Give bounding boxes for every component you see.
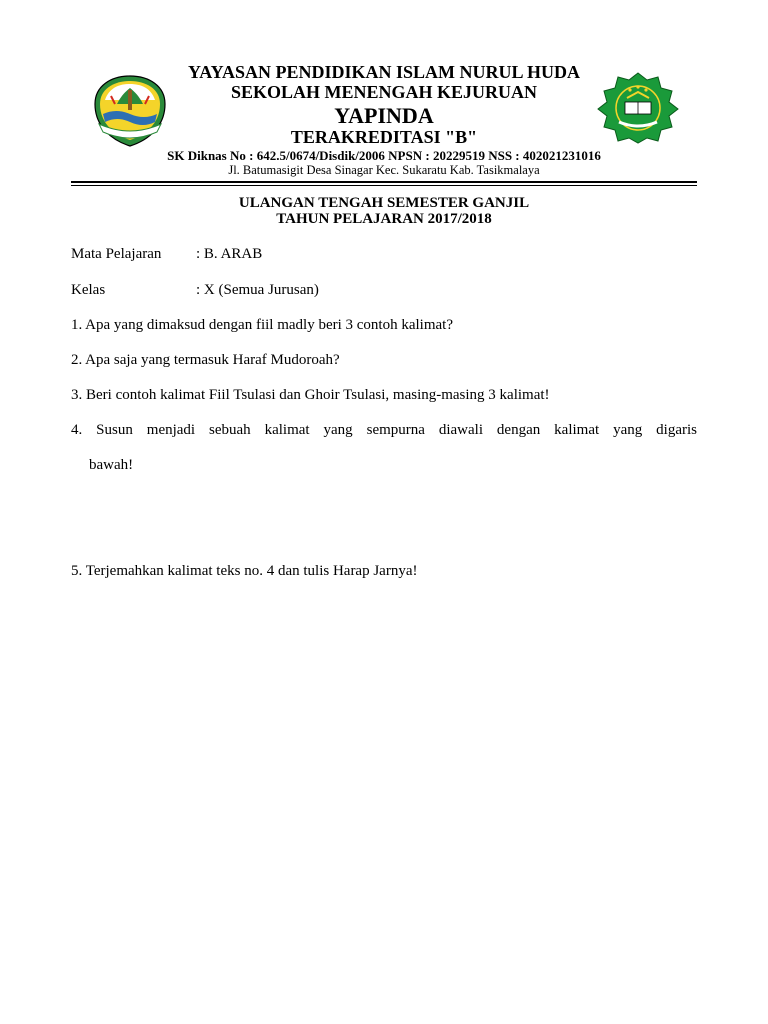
subject-row (71, 246, 262, 263)
registration-numbers: SK Diknas No : 642.5/0674/Disdik/2006 NPSN : 20229519 NSS : 402021231016 (167, 148, 601, 163)
class-label: Kelas (71, 282, 106, 298)
letterhead (0, 0, 768, 190)
academic-year: TAHUN PELAJARAN 2017/2018 (276, 211, 492, 227)
question-4-continuation: bawah! (89, 457, 134, 473)
class-value: : X (Semua Jurusan) (196, 282, 319, 298)
header-divider-thin (71, 185, 697, 186)
class-row (71, 282, 319, 299)
header-divider-thick (71, 181, 697, 183)
subject-label: Mata Pelajaran (71, 246, 162, 262)
school-address: Jl. Batumasigit Desa Sinagar Kec. Sukaratu Kab. Tasikmalaya (228, 163, 540, 177)
exam-title: ULANGAN TENGAH SEMESTER GANJIL (238, 195, 530, 211)
foundation-name: YAYASAN PENDIDIKAN ISLAM NURUL HUDA (187, 62, 581, 82)
accreditation: TERAKREDITASI "B" (290, 127, 478, 147)
question-1: 1. Apa yang dimaksud dengan fiil madly beri 3 contoh kalimat? (71, 317, 453, 333)
school-type: SEKOLAH MENENGAH KEJURUAN (230, 82, 538, 102)
question-5: 5. Terjemahkan kalimat teks no. 4 dan tulis Harap Jarnya! (71, 563, 418, 579)
subject-value: : B. ARAB (196, 246, 263, 262)
school-name: YAPINDA (334, 103, 434, 128)
question-4: 4. Susun menjadi sebuah kalimat yang sempurna diawali dengan kalimat yang digaris (71, 422, 697, 438)
question-3: 3. Beri contoh kalimat Fiil Tsulasi dan Ghoir Tsulasi, masing-masing 3 kalimat! (71, 387, 550, 403)
yapinda-school-logo-icon (597, 72, 679, 144)
question-2: 2. Apa saja yang termasuk Haraf Mudoroah? (71, 352, 340, 368)
